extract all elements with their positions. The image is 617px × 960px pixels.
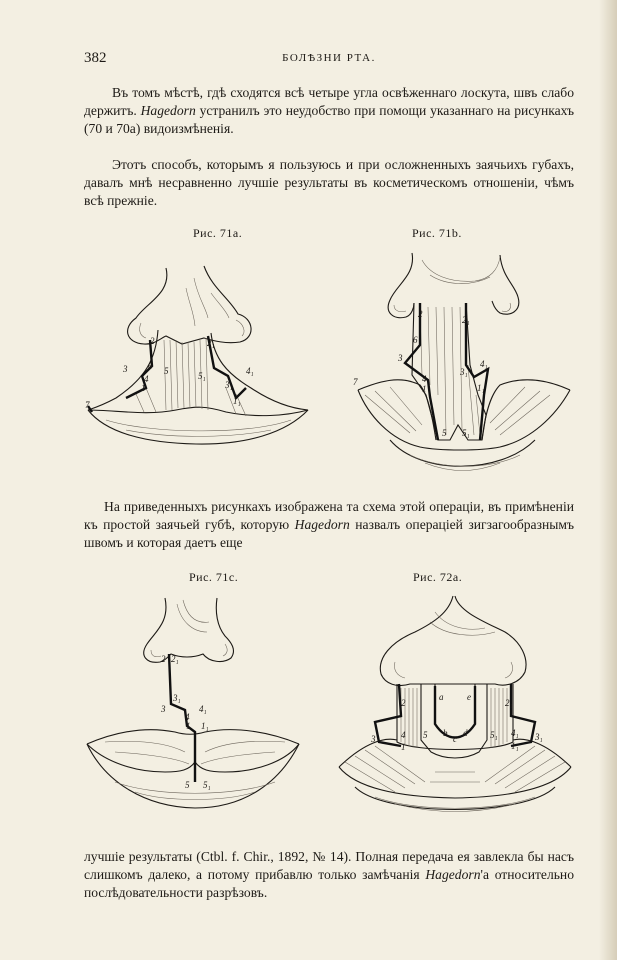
- fig72a-label-5: 5: [423, 730, 428, 740]
- fig71a-label-4-1: 4₁: [246, 366, 254, 376]
- page-header: [84, 50, 574, 68]
- fig71b-label-7: 7: [353, 377, 358, 387]
- fig72a-label-e: e: [467, 692, 471, 702]
- figure-71c: [85, 592, 303, 827]
- fig72a-label-1: 1: [401, 742, 406, 752]
- fig71c-label-3: 3: [161, 704, 166, 714]
- fig71a-label-3: 3: [123, 364, 128, 374]
- fig71a-label-4: 4: [144, 374, 149, 384]
- caption-fig-71b: Рис. 71b.: [412, 226, 462, 240]
- figure-71b-drawing: [350, 245, 575, 485]
- page-edge-shadow: [599, 0, 617, 960]
- fig72a-label-2-1: 2₁: [505, 698, 513, 708]
- figure-71b: [350, 245, 575, 485]
- figure-72a-drawing: [335, 592, 575, 827]
- fig71c-label-2: 2: [161, 654, 166, 664]
- fig71b-label-6: 6: [413, 335, 418, 345]
- fig71b-label-4: 4: [422, 374, 427, 384]
- paragraph-1: Въ томъ мѣстѣ, гдѣ сходятся всѣ четыре угла освѣженнаго лоскута, швъ слабо держитъ. Hagedorn устранилъ это неудобство при помощи указаннаго на рисункахъ (70 и 70a) видоизмѣненія.: [84, 85, 574, 136]
- fig71b-label-1-1: 1₁: [477, 383, 485, 393]
- caption-fig-71c: Рис. 71с.: [189, 570, 239, 584]
- figure-71c-drawing: [85, 592, 303, 827]
- fig71a-label-5: 5: [164, 366, 169, 376]
- paragraph-4: лучшіе результаты (Ctbl. f. Chir., 1892, № 14). Полная передача ея завлекла бы насъ слишкомъ далеко, а потому прибавлю только замѣчанія Hagedorn'а относительно послѣдовательности разрѣзовъ.: [84, 849, 574, 900]
- figure-71a: [86, 248, 311, 463]
- fig71c-label-1-1: 1₁: [201, 721, 209, 731]
- fig71c-label-2-1: 2₁: [171, 654, 179, 664]
- fig71a-label-7: 7: [85, 400, 90, 410]
- fig71a-label-1: 1: [141, 383, 146, 393]
- fig71b-label-4-1: 4₁: [480, 359, 488, 369]
- fig71b-label-3: 3: [398, 353, 403, 363]
- fig71a-label-6: 6: [148, 361, 153, 371]
- page-number: 382: [84, 50, 107, 66]
- fig72a-label-4: 4: [401, 730, 406, 740]
- fig72a-label-1-1: 1₁: [511, 741, 519, 751]
- fig71b-label-1: 1: [422, 384, 427, 394]
- paragraph-2: Этотъ способъ, которымъ я пользуюсь и при осложненныхъ заячьихъ губахъ, давалъ мнѣ несравненно лучшіе результаты въ косметическомъ отношеніи, чѣмъ всѣ прежніе.: [84, 157, 574, 208]
- caption-fig-72a: Рис. 72а.: [413, 570, 463, 584]
- fig72a-label-c: c: [453, 734, 457, 744]
- fig71c-label-3-1: 3₁: [173, 693, 181, 703]
- fig71b-label-2: 2: [418, 309, 423, 319]
- fig71a-label-2: 2: [150, 336, 155, 346]
- fig72a-label-a: a: [439, 692, 444, 702]
- paragraph-3: На приведенныхъ рисункахъ изображена та схема этой операціи, въ примѣненіи къ простой заячьей губѣ, которую Hagedorn назвалъ операціей зигзагообразнымъ швомъ и которая даетъ еще: [84, 499, 574, 550]
- fig72a-label-b: b: [443, 728, 448, 738]
- fig71a-label-1-1: 1₁: [233, 396, 241, 406]
- fig71c-label-1: 1: [186, 721, 191, 731]
- caption-fig-71a: Рис. 71а.: [193, 226, 243, 240]
- running-title: БОЛѢЗНИ РТА.: [282, 52, 376, 64]
- fig71b-label-2-1: 2₁: [462, 315, 470, 325]
- fig71c-label-4-1: 4₁: [199, 704, 207, 714]
- fig71b-label-5: 5: [442, 428, 447, 438]
- fig72a-label-4-1: 4₁: [511, 728, 519, 738]
- fig71c-label-5-1: 5₁: [203, 780, 211, 790]
- fig71a-label-5-1: 5₁: [198, 371, 206, 381]
- fig71c-label-5: 5: [185, 780, 190, 790]
- fig71b-label-5-1: 5₁: [462, 428, 470, 438]
- fig72a-label-d: d: [463, 728, 468, 738]
- fig71c-label-4: 4: [185, 712, 190, 722]
- fig71a-label-3-1: 3₁: [225, 380, 233, 390]
- fig72a-label-5-1: 5₁: [490, 730, 498, 740]
- figure-72a: [335, 592, 575, 827]
- fig72a-label-2: 2: [401, 698, 406, 708]
- fig72a-label-3-1: 3₁: [535, 732, 543, 742]
- fig71b-label-3-1: 3₁: [460, 367, 468, 377]
- fig72a-label-3: 3: [371, 734, 376, 744]
- figure-71a-drawing: [86, 248, 311, 463]
- fig71a-label-2-1: 2₁: [207, 338, 215, 348]
